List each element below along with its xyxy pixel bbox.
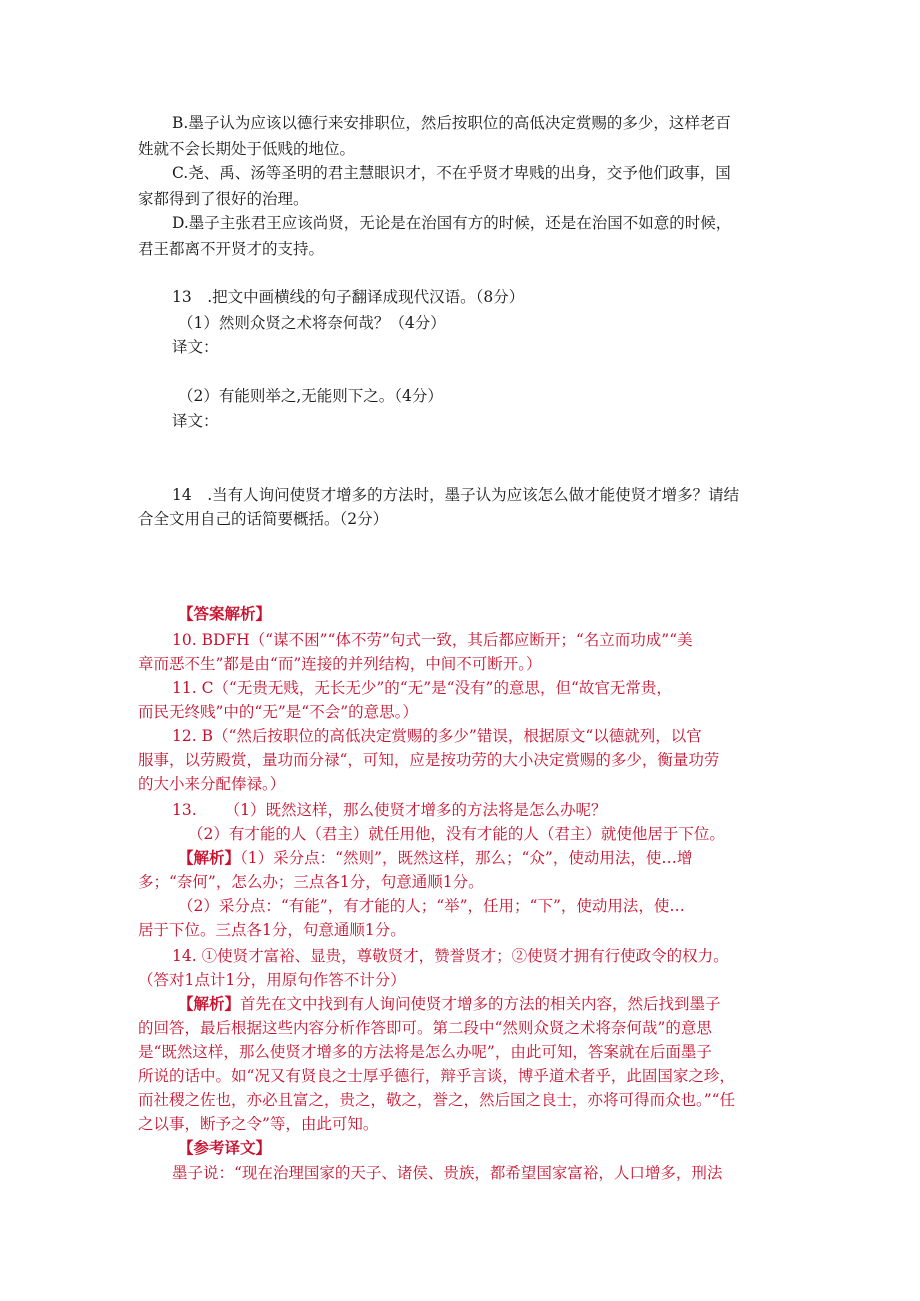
option-d-line2: 君王都离不开贤才的支持。 (138, 240, 325, 258)
question-13-part1: （1）然则众贤之术将奈何哉？（4分） (178, 314, 446, 332)
answer-13-part2: （2）有才能的人（君主）就任用他，没有才能的人（君主）就使他居于下位。 (188, 825, 725, 843)
answer-14-analysis-line1 (178, 994, 721, 1014)
answer-13-line1 (172, 800, 607, 820)
answer-13-part1: （1）既然这样，那么使贤才增多的方法将是怎么办呢？ (224, 801, 607, 819)
option-c-line2: 家都得到了很好的治理。 (138, 190, 309, 208)
analysis-label: 【解析】 (178, 848, 241, 867)
answer-14-analysis-line2: 的回答，最后根据这些内容分析作答即可。第二段中“然则众贤之术将奈何哉”的意思 (138, 1019, 712, 1037)
option-b-line1: B.墨子认为应该以德行来安排职位，然后按职位的高低决定赏赐的多少，这样老百 (172, 114, 731, 132)
answer-12-line2: 服事，以劳殿赏，量功而分禄“，可知，应是按功劳的大小决定赏赐的多少，衡量功劳 (138, 751, 720, 769)
answer-14-line2: （答对1点计1分，用原句作答不计分） (138, 971, 406, 989)
answer-14-line1: 14. ①使贤才富裕、显贵，尊敬贤才，赞誉贤才；②使贤才拥有行使政令的权力。 (172, 947, 729, 965)
option-c-line1: C.尧、禹、汤等圣明的君主慧眼识才，不在乎贤才卑贱的出身，交予他们政事，国 (172, 164, 731, 182)
answer-13-analysis-line3: （2）采分点：“有能”，有才能的人；“举”，任用；“下”，使动用法，使… (178, 897, 685, 915)
answer-heading: 【答案解析】 (178, 604, 272, 623)
answer-14-analysis-line4: 所说的话中。如“况又有贤良之士厚乎德行，辩乎言谈，博乎道术者乎，此固国家之珍， (138, 1067, 735, 1085)
answer-10-line2: 章而恶不生”都是由“而”连接的并列结构，中间不可断开。） (138, 655, 542, 673)
answer-14-analysis-line3: 是“既然这样，那么使贤才增多的方法将是怎么办呢”，由此可知，答案就在后面墨子 (138, 1043, 712, 1061)
question-14-stem-line1: 14 .当有人询问使贤才增多的方法时，墨子认为应该怎么做才能使贤才增多？请结 (172, 486, 740, 504)
translation-label-1: 译文： (172, 338, 219, 356)
answer-10-line1: 10. BDFH（“谋不困”“体不劳”句式一致，其后都应断开；“名立而功成”“美 (172, 631, 693, 649)
answer-13-analysis-line1 (178, 848, 692, 868)
analysis-text: 首先在文中找到有人询问使贤才增多的方法的相关内容，然后找到墨子 (240, 995, 721, 1013)
answer-13-analysis-line4: 居于下位。三点各1分，句意通顺1分。 (138, 921, 406, 939)
option-b-line2: 姓就不会长期处于低贱的地位。 (138, 140, 356, 158)
reference-translation-heading: 【参考译文】 (178, 1138, 272, 1157)
answer-11-line2: 而民无终贱”中的“无”是“不会”的意思。） (138, 703, 418, 721)
reference-translation-line1: 墨子说：“现在治理国家的天子、诸侯、贵族，都希望国家富裕，人口增多，刑法 (172, 1164, 723, 1182)
translation-label-2: 译文： (172, 412, 219, 430)
answer-13-number: 13. (172, 801, 197, 819)
analysis-label: 【解析】 (178, 994, 241, 1013)
question-13-part2: （2）有能则举之,无能则下之。（4分） (178, 387, 443, 405)
option-d-line1: D.墨子主张君王应该尚贤，无论是在治国有方的时候，还是在治国不如意的时候， (172, 214, 732, 232)
answer-13-analysis-line2: 多；“奈何”，怎么办；三点各1分，句意通顺1分。 (138, 873, 484, 891)
answer-11-line1: 11. C（“无贵无贱，无长无少”的“无”是“没有”的意思，但“故官无常贵， (172, 679, 672, 697)
analysis-text: （1）采分点：“然则”，既然这样，那么；“众”，使动用法，使…增 (240, 849, 693, 867)
answer-14-analysis-line6: 之以事，断予之令”等，由此可知。 (138, 1115, 379, 1133)
answer-14-analysis-line5: 而社稷之佐也，亦必且富之，贵之，敬之，誉之，然后国之良士，亦将可得而众也。”“任 (138, 1091, 736, 1109)
question-13-stem: 13 .把文中画横线的句子翻译成现代汉语。（8分） (172, 288, 525, 306)
answer-12-line1: 12. B（“然后按职位的高低决定赏赐的多少”错误，根据原文“以德就列，以官 (172, 727, 702, 745)
answer-12-line3: 的大小来分配俸禄。） (138, 775, 286, 793)
question-14-stem-line2: 合全文用自己的话简要概括。（2分） (138, 510, 389, 528)
